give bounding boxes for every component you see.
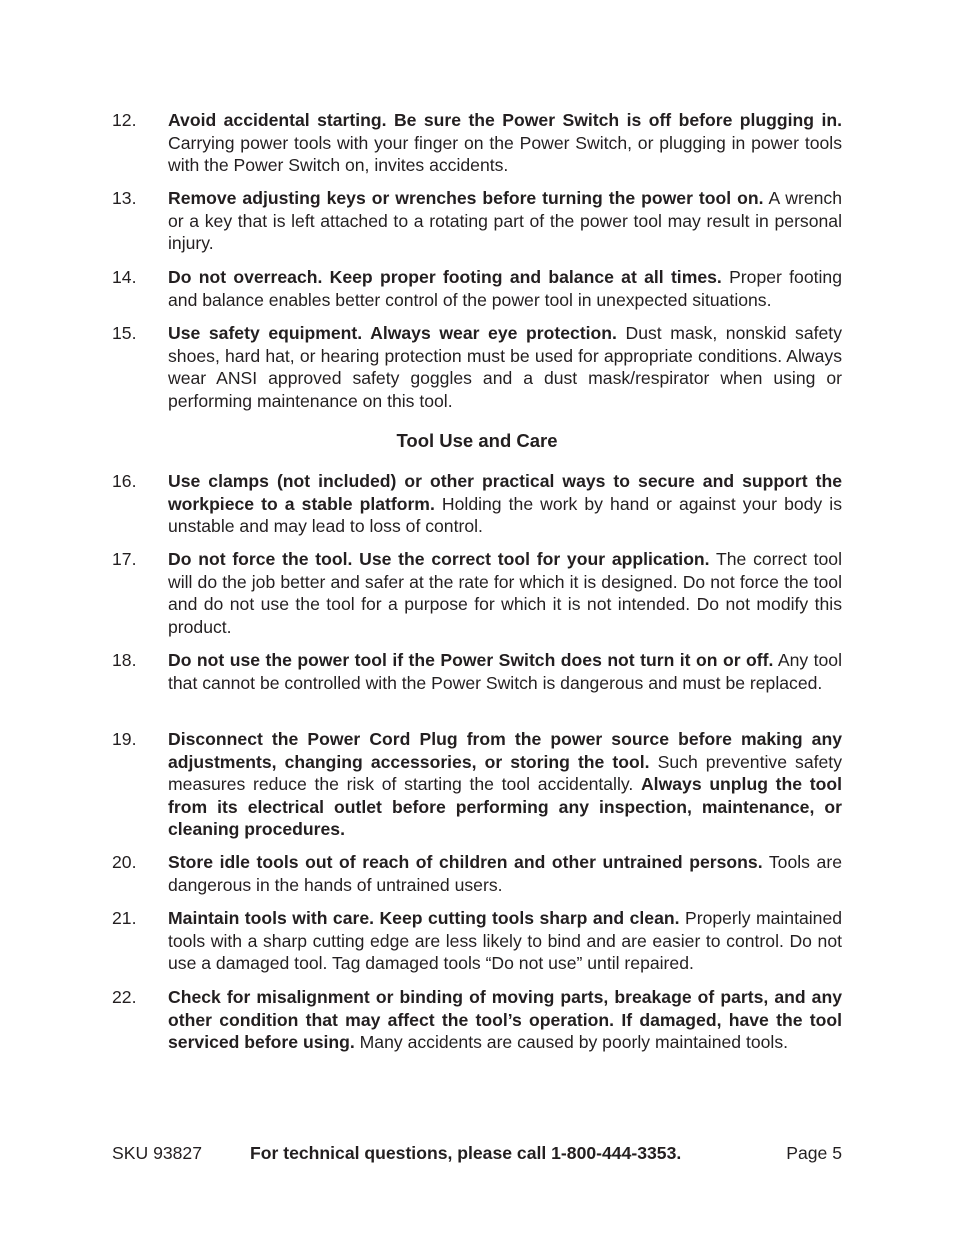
item-body-text: Many accidents are caused by poorly maintained tools. [354, 1032, 789, 1053]
item-number: 19. [112, 729, 137, 749]
item-body-text: Any tool that cannot be controlled with the Power Switch is dangerous and must be replaced. [168, 650, 842, 693]
item-text [168, 266, 842, 311]
safety-item-13 [112, 187, 842, 255]
footer-tech-support: For technical questions, please call 1-800-444-3353. [250, 1143, 682, 1163]
footer-page-number: Page 5 [786, 1143, 842, 1163]
safety-item-21 [112, 907, 842, 975]
item-bold-text: Do not force the tool. Use the correct tool for your application. [168, 549, 710, 569]
item-number: 12. [112, 110, 137, 130]
item-body-text: Carrying power tools with your finger on the Power Switch, or plugging in power tools with the Power Switch on, invites accidents. [168, 132, 842, 176]
footer-sku: SKU 93827 [112, 1143, 202, 1163]
item-text [168, 649, 842, 694]
item-body-text: Proper footing and balance enables better control of the power tool in unexpected situations. [168, 267, 842, 310]
item-number: 17. [112, 549, 137, 569]
item-number: 13. [112, 188, 137, 208]
section-heading: Tool Use and Care [396, 430, 558, 451]
safety-item-14 [112, 266, 842, 311]
item-number: 22. [112, 987, 137, 1007]
safety-item-22 [112, 986, 842, 1054]
item-bold-text: Check for misalignment or binding of moving parts, breakage of parts, and any other condition that may affect the tool’s operation. If damaged, have the tool serviced before using. [168, 987, 842, 1053]
item-text [168, 907, 842, 975]
item-text [168, 548, 842, 638]
item-number: 15. [112, 323, 137, 343]
item-bold-text: Use clamps (not included) or other practical ways to secure and support the workpiece to a stable platform. [168, 471, 842, 514]
item-text [168, 470, 842, 538]
item-bold-text: Use safety equipment. Always wear eye protection. [168, 323, 617, 343]
item-bold-text: Maintain tools with care. Keep cutting tools sharp and clean. [168, 908, 680, 928]
safety-item-20 [112, 851, 842, 896]
item-text [168, 728, 842, 841]
item-text [168, 109, 842, 177]
item-number: 21. [112, 908, 137, 928]
item-bold-text-secondary: Always unplug the tool from its electrical outlet before performing any inspection, maintenance, or cleaning procedures. [168, 774, 842, 840]
item-body-text: Holding the work by hand or against your body is unstable and may lead to loss of control. [168, 493, 843, 537]
safety-item-16 [112, 470, 842, 538]
item-number: 20. [112, 852, 137, 872]
item-bold-text: Disconnect the Power Cord Plug from the power source before making any adjustments, changing accessories, or storing the tool. [168, 729, 842, 772]
item-number: 18. [112, 650, 137, 670]
item-bold-text: Do not use the power tool if the Power Switch does not turn it on or off. [168, 650, 774, 670]
item-body-text: Such preventive safety measures reduce the risk of starting the tool accidentally. [168, 751, 842, 795]
item-body-text: The correct tool will do the job better and safer at the rate for which it is designed. Do not force the tool and do not use the tool for a purpose for which it is not intended. Do not modify this product. [168, 549, 842, 637]
safety-item-12 [112, 109, 842, 177]
item-text [168, 851, 842, 896]
safety-item-18 [112, 649, 842, 694]
safety-item-17 [112, 548, 842, 638]
item-bold-text: Avoid accidental starting. Be sure the Power Switch is off before plugging in. [168, 110, 842, 130]
page-footer [112, 1142, 842, 1166]
item-number: 14. [112, 267, 137, 287]
item-number: 16. [112, 471, 137, 491]
safety-item-19 [112, 728, 842, 841]
safety-item-15 [112, 322, 842, 412]
item-text [168, 322, 842, 412]
item-body-text: Properly maintained tools with a sharp cutting edge are less likely to bind and are easier to control. Do not use a damaged tool. Tag damaged tools “Do not use” until repaired. [168, 908, 843, 974]
item-bold-text: Store idle tools out of reach of children and other untrained persons. [168, 852, 763, 872]
item-bold-text: Remove adjusting keys or wrenches before turning the power tool on. [168, 188, 764, 208]
item-text [168, 187, 842, 255]
item-body-text: Tools are dangerous in the hands of untrained users. [168, 852, 842, 895]
item-body-text: Dust mask, nonskid safety shoes, hard hat, or hearing protection must be used for appropriate conditions. Always wear ANSI approved safety goggles and a dust mask/respirator when using or performing maintenance on this tool. [168, 323, 842, 411]
item-body-text: A wrench or a key that is left attached to a rotating part of the power tool may result in personal injury. [168, 188, 842, 254]
item-text [168, 986, 842, 1054]
item-bold-text: Do not overreach. Keep proper footing and balance at all times. [168, 267, 722, 287]
